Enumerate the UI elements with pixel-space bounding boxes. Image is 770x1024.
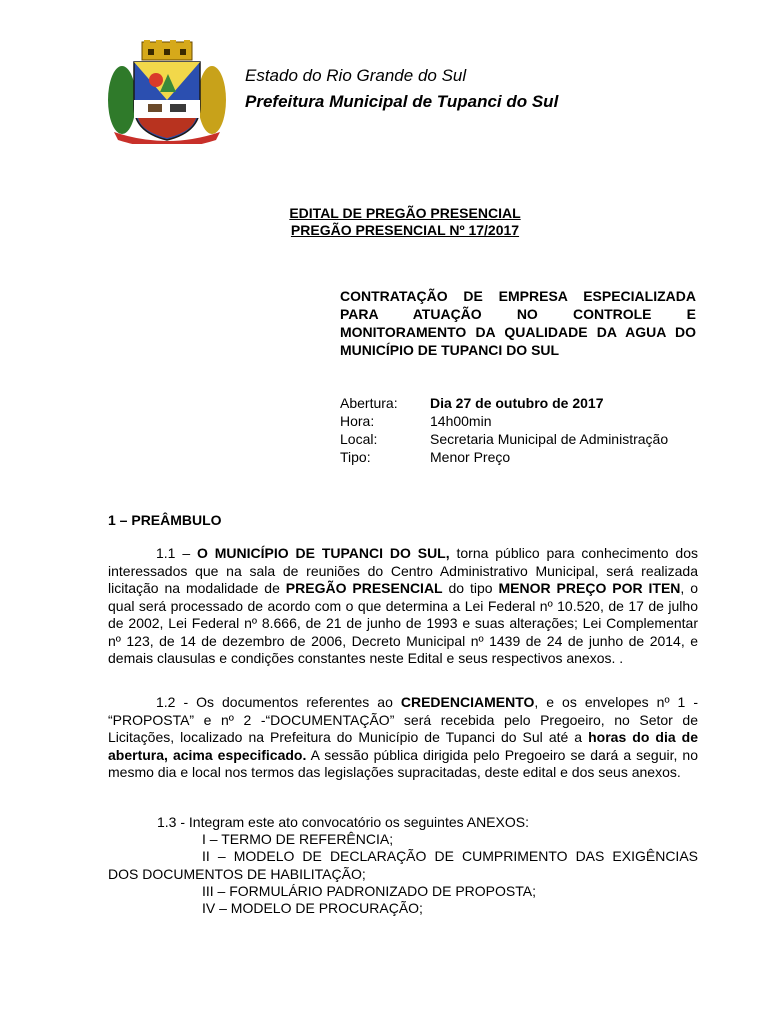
p12-text: 1.2 - Os documentos referentes ao (156, 694, 401, 710)
info-label: Tipo: (340, 449, 371, 465)
annex-item: III – FORMULÁRIO PADRONIZADO DE PROPOSTA; (202, 883, 536, 899)
info-table (340, 394, 668, 466)
info-value: Secretaria Municipal de Administração (430, 431, 669, 447)
info-label: Hora: (340, 413, 375, 429)
info-label: Abertura: (340, 395, 398, 411)
header-state: Estado do Rio Grande do Sul (245, 66, 467, 85)
p11-number: 1.1 – (156, 545, 197, 561)
p11-municipality: O MUNICÍPIO DE TUPANCI DO SUL, (196, 545, 450, 561)
info-label: Local: (340, 431, 378, 447)
p12-credenciamento: CREDENCIAMENTO (400, 694, 535, 710)
edital-title: EDITAL DE PREGÃO PRESENCIAL (289, 205, 521, 221)
paragraph-1-1 (108, 545, 698, 668)
p12-text: , e os envelopes nº 1 - “PROPOSTA” e nº 2 -“DOCUMENTAÇÃO” será recebida pelo Pregoeiro, no Setor de Licitações, localizado na Prefeitura do Município de Tupanci do Sul até a (108, 694, 698, 745)
section-heading: 1 – PREÂMBULO (108, 512, 222, 528)
municipal-crest (104, 40, 230, 144)
p12-deadline: horas do dia de abertura, acima especificado. (108, 729, 698, 763)
annex-item-text: II – MODELO DE DECLARAÇÃO DE CUMPRIMENTO DAS EXIGÊNCIAS DOS DOCUMENTOS DE HABILITAÇÃO; (108, 848, 698, 882)
info-value: 14h00min (430, 413, 492, 429)
info-row-location (340, 430, 668, 448)
p12-text: A sessão pública dirigida pelo Pregoeiro se dará a seguir, no mesmo dia e local nos termos das legislações supracitadas, deste edital e dos seus anexos. (108, 746, 699, 780)
info-value: Menor Preço (430, 449, 511, 465)
info-row-time (340, 412, 668, 430)
info-row-opening (340, 394, 668, 412)
info-value: Dia 27 de outubro de 2017 (430, 395, 604, 411)
p11-text: do tipo (442, 580, 499, 596)
annex-intro: 1.3 - Integram este ato convocatório os seguintes ANEXOS: (157, 814, 529, 830)
annex-item: I – TERMO DE REFERÊNCIA; (202, 831, 394, 847)
header-prefecture: Prefeitura Municipal de Tupanci do Sul (245, 92, 559, 111)
edital-number: PREGÃO PRESENCIAL Nº 17/2017 (290, 222, 520, 238)
paragraph-1-2 (108, 694, 698, 782)
edital-object: CONTRATAÇÃO DE EMPRESA ESPECIALIZADA PARA ATUAÇÃO NO CONTROLE E MONITORAMENTO DA QUALIDADE DA AGUA DO MUNICÍPIO DE TUPANCI DO SUL (340, 288, 696, 358)
p11-text: torna público para conhecimento dos interessados que na sala de reuniões do Centro Administrativo Municipal, será realizada licitação na modalidade de (108, 545, 698, 596)
p11-type: MENOR PREÇO POR ITEN (498, 580, 681, 596)
p11-modality: PREGÃO PRESENCIAL (285, 580, 443, 596)
p11-text: , o qual será processado de acordo com o que determina a Lei Federal nº 10.520, de 17 de julho de 2002, Lei Federal nº 8.666, de 21 de junho de 1993 e suas alterações; Lei Complementar nº 123, de 14 de dezembro de 2006, Decreto Municipal nº 1439 de 24 de junho de 2014, e demais clausulas e condições constantes neste Edital e seus respectivos anexos. . (108, 580, 698, 666)
annex-item (108, 848, 698, 883)
annex-item: IV – MODELO DE PROCURAÇÃO; (202, 900, 423, 916)
info-row-type (340, 448, 668, 466)
